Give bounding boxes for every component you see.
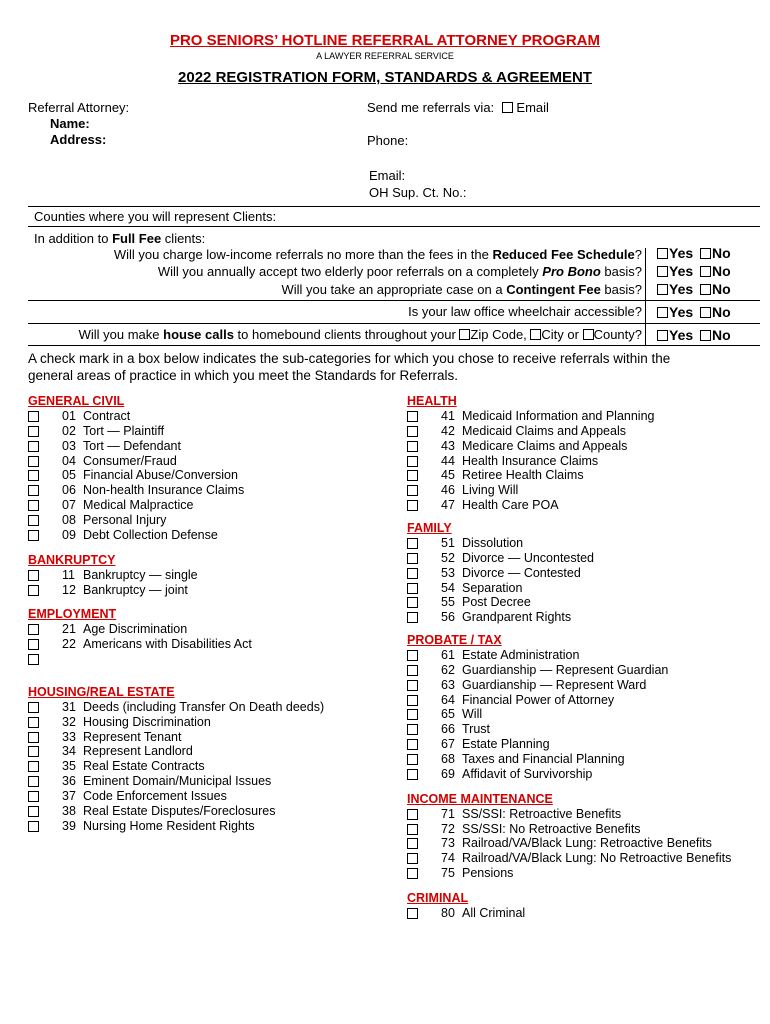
practice-area-code: 35 bbox=[62, 759, 76, 774]
q5-text: Will you make bbox=[78, 327, 164, 342]
practice-area-checkbox[interactable] bbox=[407, 695, 418, 706]
practice-area-checkbox[interactable] bbox=[407, 597, 418, 608]
practice-area-code: 62 bbox=[441, 662, 455, 677]
yes-checkbox[interactable] bbox=[657, 266, 668, 277]
practice-area-checkbox[interactable] bbox=[407, 411, 418, 422]
practice-area-label: Separation bbox=[462, 580, 523, 595]
practice-area-label: Nursing Home Resident Rights bbox=[83, 818, 255, 833]
practice-area-code: 37 bbox=[62, 789, 76, 803]
practice-area-checkbox[interactable] bbox=[28, 821, 39, 832]
practice-area-label: Health Insurance Claims bbox=[462, 453, 599, 468]
practice-area-checkbox[interactable] bbox=[407, 809, 418, 820]
practice-area-code: 36 bbox=[62, 774, 76, 789]
email-referral-checkbox[interactable] bbox=[502, 102, 513, 113]
practice-area-checkbox[interactable] bbox=[407, 769, 418, 780]
practice-area-checkbox[interactable] bbox=[407, 650, 418, 661]
divider bbox=[28, 226, 760, 227]
section-heading-housing-real-estate: HOUSING/REAL ESTATE bbox=[28, 684, 175, 699]
q3-end: basis? bbox=[600, 282, 642, 297]
practice-area-checkbox[interactable] bbox=[407, 583, 418, 594]
practice-area-label: Bankruptcy — single bbox=[83, 567, 198, 582]
practice-area-checkbox[interactable] bbox=[407, 441, 418, 452]
practice-area-code: 42 bbox=[441, 423, 455, 438]
practice-area-label: Housing Discrimination bbox=[83, 714, 211, 729]
practice-area-checkbox[interactable] bbox=[407, 754, 418, 765]
practice-area-checkbox[interactable] bbox=[28, 485, 39, 496]
no-label: No bbox=[712, 304, 731, 320]
practice-area-checkbox[interactable] bbox=[407, 908, 418, 919]
practice-area-code: 21 bbox=[62, 622, 76, 637]
practice-area-label: Post Decree bbox=[462, 595, 531, 610]
practice-area-label: SS/SSI: No Retroactive Benefits bbox=[462, 821, 641, 836]
practice-area-label: Estate Administration bbox=[462, 648, 580, 663]
yes-no-q5 bbox=[657, 328, 731, 343]
zip-code-checkbox[interactable] bbox=[459, 329, 470, 340]
practice-area-code: 33 bbox=[62, 729, 76, 744]
practice-area-code: 68 bbox=[441, 752, 455, 766]
practice-area-label: Divorce — Contested bbox=[462, 565, 581, 580]
fee-intro bbox=[34, 231, 205, 246]
city-checkbox[interactable] bbox=[530, 329, 541, 340]
practice-area-checkbox[interactable] bbox=[28, 470, 39, 481]
practice-area-code: 12 bbox=[62, 582, 76, 597]
email-option-label: Email bbox=[516, 100, 549, 115]
practice-area-code: 80 bbox=[441, 905, 455, 920]
practice-area-label: Tort — Defendant bbox=[83, 438, 181, 453]
practice-area-checkbox[interactable] bbox=[407, 824, 418, 835]
form-title: 2022 REGISTRATION FORM, STANDARDS & AGREEMENT bbox=[178, 69, 592, 86]
practice-area-label: Health Care POA bbox=[462, 498, 559, 513]
section-heading-income-maintenance: INCOME MAINTENANCE bbox=[407, 791, 553, 806]
practice-area-code: 52 bbox=[441, 550, 455, 565]
practice-area-checkbox[interactable] bbox=[28, 791, 39, 802]
practice-area-code: 64 bbox=[441, 692, 455, 707]
no-checkbox[interactable] bbox=[700, 330, 711, 341]
practice-area-checkbox[interactable] bbox=[407, 838, 418, 849]
practice-area-label: Non-health Insurance Claims bbox=[83, 483, 245, 498]
no-label: No bbox=[712, 327, 731, 343]
practice-area-label: Eminent Domain/Municipal Issues bbox=[83, 774, 272, 789]
practice-area-checkbox[interactable] bbox=[28, 717, 39, 728]
divider bbox=[28, 323, 760, 324]
practice-area-label: Financial Abuse/Conversion bbox=[83, 468, 238, 483]
q5-mid: to homebound clients throughout your bbox=[233, 327, 460, 342]
practice-area-code: 44 bbox=[441, 453, 455, 468]
no-label: No bbox=[712, 281, 731, 297]
no-checkbox[interactable] bbox=[700, 307, 711, 318]
fee-intro-prefix: In addition to bbox=[34, 231, 113, 246]
yes-no-q2 bbox=[657, 264, 731, 279]
practice-area-label: Real Estate Contracts bbox=[83, 759, 205, 774]
divider bbox=[28, 206, 760, 207]
practice-area-checkbox[interactable] bbox=[407, 739, 418, 750]
referral-attorney-label: Referral Attorney: bbox=[28, 100, 130, 115]
email-label: Email: bbox=[369, 168, 406, 183]
practice-area-label: Bankruptcy — joint bbox=[83, 582, 188, 597]
practice-area-code: 45 bbox=[441, 468, 455, 483]
practice-area-label: Affidavit of Survivorship bbox=[462, 766, 593, 781]
name-label: Name: bbox=[50, 116, 90, 131]
yes-no-q4 bbox=[657, 305, 731, 320]
yes-no-q1 bbox=[657, 246, 731, 261]
section-heading-general-civil: GENERAL CIVIL bbox=[28, 394, 125, 408]
practice-area-label: Living Will bbox=[462, 483, 519, 498]
practice-area-code: 04 bbox=[62, 453, 76, 468]
practice-area-checkbox[interactable] bbox=[407, 853, 418, 864]
send-referrals-label bbox=[367, 100, 549, 115]
practice-area-checkbox[interactable] bbox=[28, 530, 39, 541]
practice-area-checkbox[interactable] bbox=[28, 654, 39, 665]
practice-area-label: Medicaid Claims and Appeals bbox=[462, 423, 626, 438]
practice-area-code: 43 bbox=[441, 438, 455, 453]
practice-area-code: 08 bbox=[62, 512, 76, 527]
practice-area-code: 07 bbox=[62, 498, 76, 513]
divider bbox=[28, 300, 760, 301]
yes-label: Yes bbox=[669, 281, 694, 297]
practice-area-checkbox[interactable] bbox=[28, 746, 39, 757]
practice-area-label: Railroad/VA/Black Lung: No Retroactive Benefits bbox=[462, 851, 732, 866]
practice-area-checkbox[interactable] bbox=[407, 709, 418, 720]
practice-area-label: SS/SSI: Retroactive Benefits bbox=[462, 806, 622, 821]
yes-label: Yes bbox=[669, 245, 694, 261]
practice-area-checkbox[interactable] bbox=[28, 761, 39, 772]
practice-area-label: Grandparent Rights bbox=[462, 610, 572, 625]
practice-area-label: Consumer/Fraud bbox=[83, 453, 177, 468]
program-title: PRO SENIORS’ HOTLINE REFERRAL ATTORNEY PROGRAM bbox=[169, 32, 601, 49]
practice-area-checkbox[interactable] bbox=[407, 485, 418, 496]
practice-area-code: 66 bbox=[441, 722, 455, 737]
practice-area-label: Taxes and Financial Planning bbox=[462, 752, 625, 766]
question-pro-bono bbox=[158, 264, 642, 279]
phone-label: Phone: bbox=[367, 133, 409, 148]
practice-area-checkbox[interactable] bbox=[28, 411, 39, 422]
q2-end: basis? bbox=[600, 264, 642, 279]
practice-area-label: Medicare Claims and Appeals bbox=[462, 438, 628, 453]
practice-area-code: 69 bbox=[441, 766, 455, 781]
practice-area-checkbox[interactable] bbox=[407, 553, 418, 564]
question-contingent-fee bbox=[281, 282, 642, 297]
practice-area-code: 75 bbox=[441, 866, 455, 881]
practice-area-checkbox[interactable] bbox=[407, 665, 418, 676]
practice-area-label: Dissolution bbox=[462, 535, 524, 550]
practice-area-code: 03 bbox=[62, 438, 76, 453]
q3-text: Will you take an appropriate case on a bbox=[281, 282, 507, 297]
practice-area-code: 61 bbox=[441, 648, 455, 663]
practice-area-code: 05 bbox=[62, 468, 76, 483]
practice-area-code: 31 bbox=[62, 699, 76, 714]
practice-area-checkbox[interactable] bbox=[407, 568, 418, 579]
section-heading-bankruptcy: BANKRUPTCY bbox=[28, 552, 116, 567]
practice-area-code: 22 bbox=[62, 637, 76, 652]
practice-area-label: Age Discrimination bbox=[83, 622, 188, 637]
practice-area-code: 09 bbox=[62, 527, 76, 542]
practice-area-code: 73 bbox=[441, 836, 455, 851]
practice-area-checkbox[interactable] bbox=[407, 500, 418, 511]
practice-area-label: Trust bbox=[462, 722, 491, 737]
section-heading-employment: EMPLOYMENT bbox=[28, 607, 117, 622]
practice-area-label: Railroad/VA/Black Lung: Retroactive Benefits bbox=[462, 836, 712, 851]
practice-area-code: 71 bbox=[441, 806, 455, 821]
practice-area-checkbox[interactable] bbox=[28, 426, 39, 437]
no-checkbox[interactable] bbox=[700, 266, 711, 277]
section-heading-family: FAMILY bbox=[407, 520, 452, 535]
practice-area-checkbox[interactable] bbox=[407, 538, 418, 549]
no-label: No bbox=[712, 245, 731, 261]
oh-sup-ct-label: OH Sup. Ct. No.: bbox=[369, 185, 467, 200]
column-divider bbox=[645, 248, 646, 346]
practice-area-code: 56 bbox=[441, 610, 455, 625]
zip-code-label: Zip Code, bbox=[470, 327, 531, 342]
practice-area-code: 67 bbox=[441, 737, 455, 752]
practice-area-checkbox[interactable] bbox=[407, 470, 418, 481]
practice-area-code: 06 bbox=[62, 483, 76, 498]
practice-area-label: Americans with Disabilities Act bbox=[83, 637, 252, 652]
practice-area-label: Medicaid Information and Planning bbox=[462, 409, 655, 423]
practice-area-label: Personal Injury bbox=[83, 512, 167, 527]
practice-area-checkbox[interactable] bbox=[28, 570, 39, 581]
practice-area-checkbox[interactable] bbox=[28, 500, 39, 511]
question-house-calls bbox=[79, 327, 642, 342]
practice-area-label: Code Enforcement Issues bbox=[83, 789, 227, 803]
fee-intro-suffix: clients: bbox=[161, 231, 206, 246]
q2-bold: Pro Bono bbox=[542, 264, 601, 279]
q1-text: Will you charge low-income referrals no more than the fees in the bbox=[113, 247, 493, 262]
county-label: County? bbox=[593, 327, 642, 342]
no-checkbox[interactable] bbox=[700, 248, 711, 259]
practice-area-code: 01 bbox=[62, 409, 76, 423]
practice-area-label: Guardianship — Represent Ward bbox=[462, 677, 647, 692]
practice-area-code: 11 bbox=[62, 567, 75, 582]
yes-label: Yes bbox=[669, 304, 694, 320]
practice-area-checkbox[interactable] bbox=[407, 456, 418, 467]
practice-area-checkbox[interactable] bbox=[407, 868, 418, 879]
practice-area-label: Deeds (including Transfer On Death deeds) bbox=[83, 699, 325, 714]
section-heading-health: HEALTH bbox=[407, 394, 457, 408]
q1-end: ? bbox=[634, 247, 642, 262]
instructions-line-2: general areas of practice in which you meet the Standards for Referrals. bbox=[28, 368, 458, 383]
practice-area-checkbox[interactable] bbox=[28, 624, 39, 635]
practice-area-label: Will bbox=[462, 707, 483, 722]
fee-intro-bold: Full Fee bbox=[112, 231, 162, 246]
practice-area-label: Real Estate Disputes/Foreclosures bbox=[83, 803, 276, 818]
county-checkbox[interactable] bbox=[583, 329, 594, 340]
practice-area-checkbox[interactable] bbox=[407, 724, 418, 735]
practice-area-label: Medical Malpractice bbox=[83, 498, 194, 513]
yes-checkbox[interactable] bbox=[657, 330, 668, 341]
practice-area-code: 34 bbox=[62, 744, 76, 759]
counties-label: Counties where you will represent Clients: bbox=[34, 209, 277, 224]
no-label: No bbox=[712, 263, 731, 279]
practice-area-code: 55 bbox=[441, 595, 455, 610]
practice-area-checkbox[interactable] bbox=[28, 515, 39, 526]
question-wheelchair: Is your law office wheelchair accessible? bbox=[408, 304, 642, 319]
practice-area-label: Financial Power of Attorney bbox=[462, 692, 615, 707]
practice-area-code: 72 bbox=[441, 821, 455, 836]
practice-area-label: Tort — Plaintiff bbox=[83, 423, 165, 438]
section-heading-probate-tax: PROBATE / TAX bbox=[407, 633, 502, 648]
practice-area-code: 53 bbox=[441, 565, 455, 580]
practice-area-checkbox[interactable] bbox=[407, 612, 418, 623]
question-reduced-fee bbox=[114, 247, 642, 262]
practice-area-code: 47 bbox=[441, 498, 455, 513]
practice-area-checkbox[interactable] bbox=[28, 639, 39, 650]
practice-area-code: 63 bbox=[441, 677, 455, 692]
address-label: Address: bbox=[50, 132, 107, 147]
practice-area-label: Pensions bbox=[462, 866, 514, 881]
practice-area-checkbox[interactable] bbox=[28, 732, 39, 743]
practice-area-checkbox[interactable] bbox=[28, 456, 39, 467]
divider bbox=[28, 345, 760, 346]
yes-checkbox[interactable] bbox=[657, 248, 668, 259]
practice-area-checkbox[interactable] bbox=[28, 776, 39, 787]
practice-area-code: 46 bbox=[441, 483, 455, 498]
no-checkbox[interactable] bbox=[700, 284, 711, 295]
practice-area-label: Estate Planning bbox=[462, 737, 550, 752]
practice-area-code: 32 bbox=[62, 714, 76, 729]
practice-area-code: 39 bbox=[62, 818, 76, 833]
section-heading-criminal: CRIMINAL bbox=[407, 890, 469, 905]
program-subtitle: A LAWYER REFERRAL SERVICE bbox=[316, 51, 454, 61]
practice-area-checkbox[interactable] bbox=[28, 441, 39, 452]
practice-area-code: 51 bbox=[441, 535, 455, 550]
practice-area-label: Represent Tenant bbox=[83, 729, 182, 744]
q5-bold: house calls bbox=[163, 327, 234, 342]
practice-area-label: All Criminal bbox=[462, 905, 526, 920]
practice-area-code: 74 bbox=[441, 851, 455, 866]
yes-checkbox[interactable] bbox=[657, 307, 668, 318]
practice-area-label: Guardianship — Represent Guardian bbox=[462, 662, 669, 677]
practice-area-checkbox[interactable] bbox=[28, 806, 39, 817]
practice-area-checkbox[interactable] bbox=[28, 585, 39, 596]
practice-area-label: Contract bbox=[83, 409, 131, 423]
practice-area-label: Represent Landlord bbox=[83, 744, 193, 759]
send-referrals-text: Send me referrals via: bbox=[367, 100, 495, 115]
instructions-line-1: A check mark in a box below indicates the sub-categories for which you chose to receive referrals within the bbox=[28, 351, 671, 366]
practice-area-code: 38 bbox=[62, 803, 76, 818]
practice-area-checkbox[interactable] bbox=[407, 426, 418, 437]
practice-area-checkbox[interactable] bbox=[407, 680, 418, 691]
practice-area-code: 54 bbox=[441, 580, 455, 595]
city-label: City or bbox=[541, 327, 583, 342]
q2-text: Will you annually accept two elderly poor referrals on a completely bbox=[157, 264, 543, 279]
q3-bold: Contingent Fee bbox=[506, 282, 601, 297]
practice-area-label: Divorce — Uncontested bbox=[462, 550, 595, 565]
yes-label: Yes bbox=[669, 263, 694, 279]
q1-bold: Reduced Fee Schedule bbox=[492, 247, 635, 262]
practice-area-code: 65 bbox=[441, 707, 455, 722]
practice-area-code: 41 bbox=[441, 409, 455, 423]
yes-no-q3 bbox=[657, 282, 731, 297]
practice-area-code: 02 bbox=[62, 423, 76, 438]
practice-area-label: Retiree Health Claims bbox=[462, 468, 584, 483]
yes-label: Yes bbox=[669, 327, 694, 343]
practice-area-label: Debt Collection Defense bbox=[83, 527, 218, 542]
yes-checkbox[interactable] bbox=[657, 284, 668, 295]
practice-area-checkbox[interactable] bbox=[28, 702, 39, 713]
